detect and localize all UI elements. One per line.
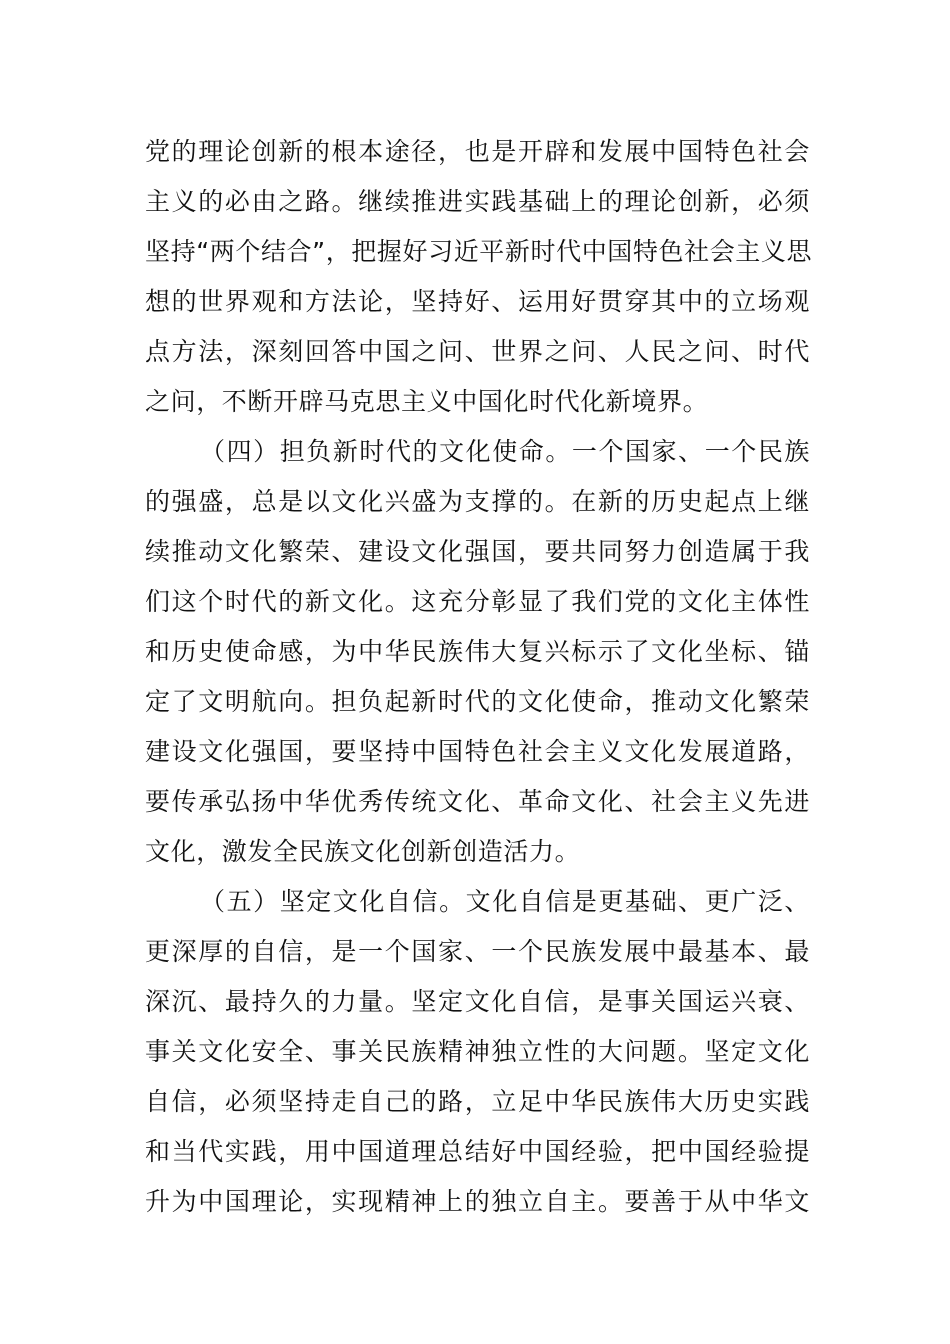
text-line: 自信，必须坚持走自己的路，立足中华民族伟大历史实践 (145, 1087, 810, 1116)
text-line: 们这个时代的新文化。这充分彰显了我们党的文化主体性 (145, 587, 810, 616)
text-line: 事关文化安全、事关民族精神独立性的大问题。坚定文化 (145, 1037, 810, 1066)
text-line: 深沉、最持久的力量。坚定文化自信，是事关国运兴衰、 (145, 987, 810, 1016)
text-line: 坚持“两个结合”，把握好习近平新时代中国特色社会主义思 (145, 237, 813, 266)
text-line: 和历史使命感，为中华民族伟大复兴标示了文化坐标、锚 (145, 637, 810, 666)
text-line: 和当代实践，用中国道理总结好中国经验，把中国经验提 (145, 1137, 810, 1166)
text-line: 定了文明航向。担负起新时代的文化使命，推动文化繁荣 (145, 687, 810, 716)
text-line: 升为中国理论，实现精神上的独立自主。要善于从中华文 (145, 1187, 810, 1216)
text-line: 文化，激发全民族文化创新创造活力。 (145, 837, 581, 866)
paragraph-heading-line: （五）坚定文化自信。文化自信是更基础、更广泛、 (200, 887, 810, 916)
paragraph-heading-line: （四）担负新时代的文化使命。一个国家、一个民族 (200, 437, 810, 466)
text-line: 的强盛，总是以文化兴盛为支撑的。在新的历史起点上继 (145, 487, 810, 516)
text-line: 要传承弘扬中华优秀传统文化、革命文化、社会主义先进 (145, 787, 810, 816)
text-line: 之问，不断开辟马克思主义中国化时代化新境界。 (145, 387, 709, 416)
text-line: 续推动文化繁荣、建设文化强国，要共同努力创造属于我 (145, 537, 810, 566)
text-line: 主义的必由之路。继续推进实践基础上的理论创新，必须 (145, 187, 810, 216)
text-line: 党的理论创新的根本途径，也是开辟和发展中国特色社会 (145, 137, 810, 166)
text-line: 想的世界观和方法论，坚持好、运用好贯穿其中的立场观 (145, 287, 810, 316)
text-line: 更深厚的自信，是一个国家、一个民族发展中最基本、最 (145, 937, 810, 966)
text-line: 点方法，深刻回答中国之问、世界之问、人民之问、时代 (145, 337, 810, 366)
text-line: 建设文化强国，要坚持中国特色社会主义文化发展道路， (145, 737, 810, 766)
